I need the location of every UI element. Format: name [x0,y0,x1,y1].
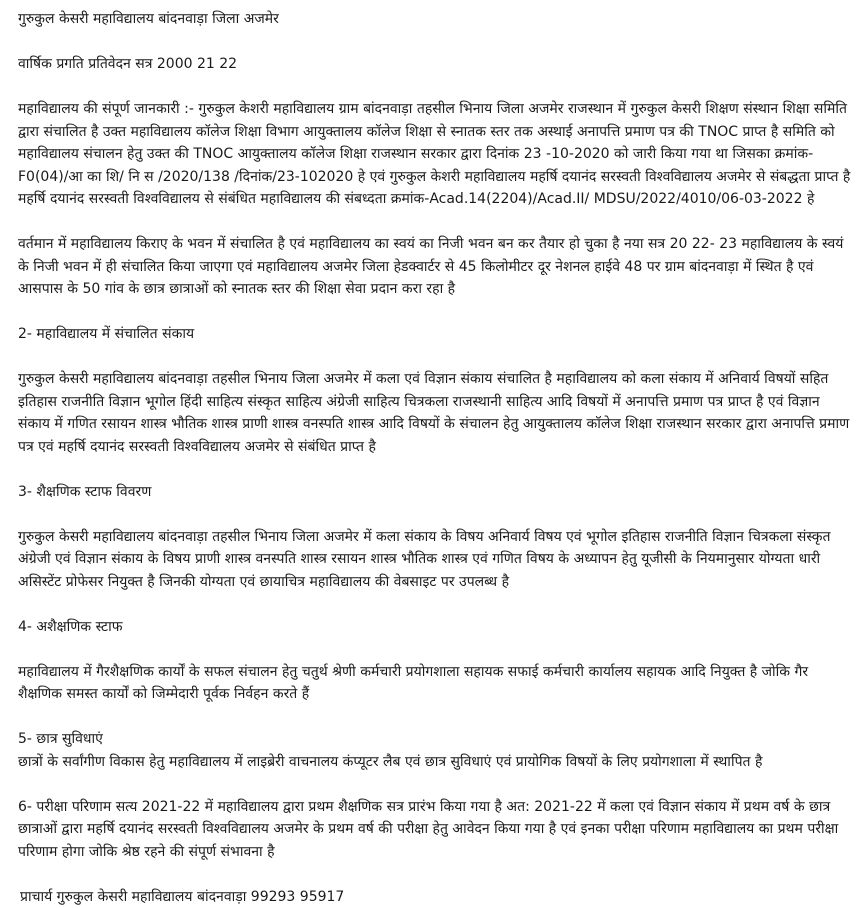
section-body-facilities: छात्रों के सर्वांगीण विकास हेतु महाविद्यालय में लाइब्रेरी वाचनालय कंप्यूटर लैब एवं छात्र सुविधाएं एवं प्रायोगिक विषयों के लिए प्रयोगशाला में स्थापित है [18,751,856,774]
section-heading-academic-staff: 3- शैक्षणिक स्टाफ विवरण [18,481,856,504]
building-paragraph: वर्तमान में महाविद्यालय किराए के भवन में संचालित है एवं महाविद्यालय का स्वयं का निजी भवन बन कर तैयार हो चुका है नया सत्र 20 22- 23 महाविद्यालय के स्वयं के निजी भवन में ही संचालित किया जाएगा एवं महाविद्यालय अजमेर जिला हेडक्वार्टर से 45 किलोमीटर दूर नेशनल हाईवे 48 पर ग्राम बांदनवाड़ा में स्थित है एवं आसपास के 50 गांव के छात्र छात्राओं को स्नातक स्तर की शिक्षा सेवा प्रदान करा रहा है [18,233,856,301]
document-page [18,8,856,908]
section-body-non-academic-staff: महाविद्यालय में गैरशैक्षणिक कार्यों के सफल संचालन हेतु चतुर्थ श्रेणी कर्मचारी प्रयोगशाला सहायक सफाई कर्मचारी कार्यालय सहायक आदि नियुक्त है जोकि गैर शैक्षणिक समस्त कार्यों को जिम्मेदारी पूर्वक निर्वहन करते हैं [18,661,856,706]
section-heading-facilities: 5- छात्र सुविधाएं [18,728,856,751]
intro-paragraph: महाविद्यालय की संपूर्ण जानकारी :- गुरुकुल केशरी महाविद्यालय ग्राम बांदनवाड़ा तहसील भिनाय जिला अजमेर राजस्थान में गुरुकुल केसरी शिक्षण संस्थान शिक्षा समिति द्वारा संचालित है उक्त महाविद्यालय कॉलेज शिक्षा विभाग आयुक्तालय कॉलेज शिक्षा से स्नातक स्तर तक अस्थाई अनापत्ति प्रमाण पत्र की TNOC प्राप्त है समिति को महाविद्यालय संचालन हेतु उक्त की TNOC आयुक्तालय कॉलेज शिक्षा राजस्थान सरकार द्वारा दिनांक 23 -10-2020 को जारी किया गया था जिसका क्रमांक- F0(04)/आ का शि/ नि स /2020/138 /दिनांक/23-102020 हे एवं गुरुकुल केशरी महाविद्यालय महर्षि दयानंद सरस्वती विश्वविद्यालय अजमेर से संबद्धता प्राप्त है महर्षि दयानंद सरस्वती विश्वविद्यालय से संबंधित महाविद्यालय की संबध्दता क्रमांक-Acad.14(2204)/Acad.II/ MDSU/2022/4010/06-03-2022 हे [18,98,856,211]
principal-signature-line: प्राचार्य गुरुकुल केसरी महाविद्यालय बांदनवाड़ा 99293 95917 [18,886,856,908]
section-heading-non-academic-staff: 4- अशैक्षणिक स्टाफ [18,616,856,639]
report-subtitle: वार्षिक प्रगति प्रतिवेदन सत्र 2000 21 22 [18,53,856,76]
section-heading-faculties: 2- महाविद्यालय में संचालित संकाय [18,323,856,346]
section-body-faculties: गुरुकुल केसरी महाविद्यालय बांदनवाड़ा तहसील भिनाय जिला अजमेर में कला एवं विज्ञान संकाय संचालित है महाविद्यालय को कला संकाय में अनिवार्य विषयों सहित इतिहास राजनीति विज्ञान भूगोल हिंदी साहित्य संस्कृत साहित्य अंग्रेजी साहित्य चित्रकला राजस्थानी साहित्य आदि विषयों में अनापत्ति प्रमाण पत्र प्राप्त है एवं विज्ञान संकाय में गणित रसायन शास्त्र भौतिक शास्त्र प्राणी शास्त्र वनस्पति शास्त्र आदि विषयों के संचालन हेतु आयुक्तालय कॉलेज शिक्षा राजस्थान सरकार द्वारा अनापत्ति प्रमाण पत्र एवं महर्षि दयानंद सरस्वती विश्वविद्यालय अजमेर से संबंधित प्राप्त है [18,368,856,458]
document-title: गुरुकुल केसरी महाविद्यालय बांदनवाड़ा जिला अजमेर [18,8,856,31]
results-paragraph: 6- परीक्षा परिणाम सत्य 2021-22 में महाविद्यालय द्वारा प्रथम शैक्षणिक सत्र प्रारंभ किया गया है अत: 2021-22 में कला एवं विज्ञान संकाय में प्रथम वर्ष के छात्र छात्राओं द्वारा महर्षि दयानंद सरस्वती विश्वविद्यालय अजमेर के प्रथम वर्ष की परीक्षा हेतु आवेदन किया गया है एवं इनका परीक्षा परिणाम महाविद्यालय का प्रथम परीक्षा परिणाम होगा जोकि श्रेष्ठ रहने की संपूर्ण संभावना है [18,796,856,864]
section-body-academic-staff: गुरुकुल केसरी महाविद्यालय बांदनवाड़ा तहसील भिनाय जिला अजमेर में कला संकाय के विषय अनिवार्य विषय एवं भूगोल इतिहास राजनीति विज्ञान चित्रकला संस्कृत अंग्रेजी एवं विज्ञान संकाय के विषय प्राणी शास्त्र वनस्पति शास्त्र रसायन शास्त्र भौतिक शास्त्र एवं गणित विषय के अध्यापन हेतु यूजीसी के नियमानुसार योग्यता धारी असिस्टेंट प्रोफेसर नियुक्त है जिनकी योग्यता एवं छायाचित्र महाविद्यालय की वेबसाइट पर उपलब्ध है [18,526,856,594]
